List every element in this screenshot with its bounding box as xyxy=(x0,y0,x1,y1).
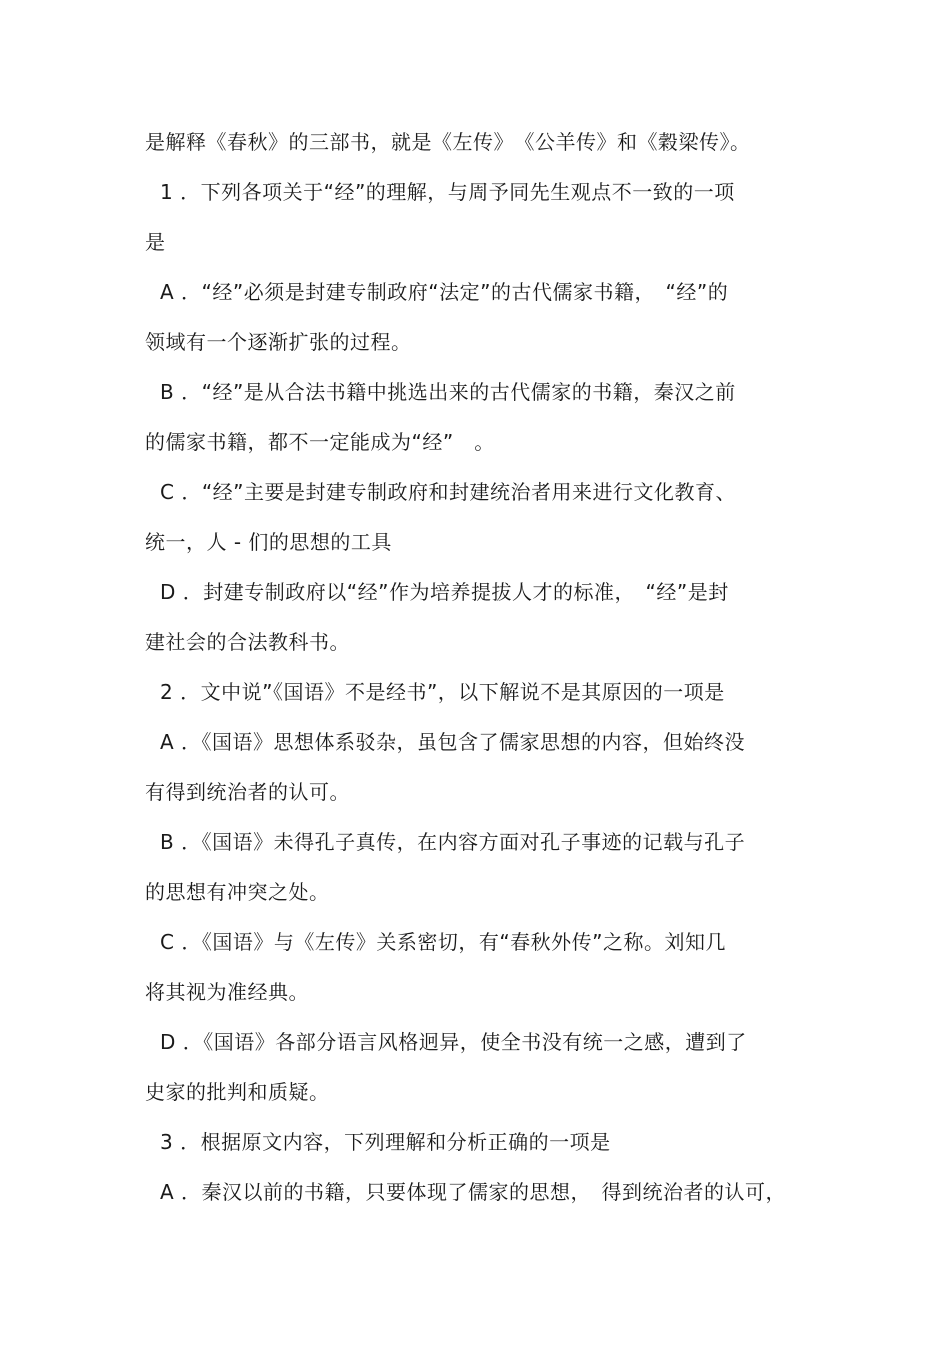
text-line: 建社会的合法教科书。 xyxy=(145,630,350,654)
question-2-option-d: D ．《国语》各部分语言风格迥异，使全书没有统一之感，遭到了 xyxy=(160,1030,747,1054)
question-1-option-d: D ．封建专制政府以“经”作为培养提拔人才的标准， “经”是封 xyxy=(160,580,729,604)
text-line: 统一，人 - 们的思想的工具 xyxy=(145,530,392,554)
text-line: 将其视为准经典。 xyxy=(145,980,309,1004)
text-line: 是解释《春秋》的三部书，就是《左传》 《公羊传》和《穀梁传》。 xyxy=(145,130,751,154)
text-line: 是 xyxy=(145,230,166,254)
question-1-option-a: A ．“经”必须是封建专制政府“法定”的古代儒家书籍， “经”的 xyxy=(160,280,729,304)
text-line: 领域有一个逐渐扩张的过程。 xyxy=(145,330,412,354)
text-line: 的儒家书籍，都不一定能成为“经” 。 xyxy=(145,430,495,454)
question-2-option-a: A ．《国语》思想体系驳杂，虽包含了儒家思想的内容，但始终没 xyxy=(160,730,746,754)
text-line: 有得到统治者的认可。 xyxy=(145,780,350,804)
question-2-stem: 2 ．文中说”《国语》不是经书”，以下解说不是其原因的一项是 xyxy=(160,680,725,704)
text-line: 史家的批判和质疑。 xyxy=(145,1080,330,1104)
question-1-option-c: C ．“经”主要是封建专制政府和封建统治者用来进行文化教育、 xyxy=(160,480,737,504)
question-2-option-c: C ．《国语》与《左传》关系密切，有“春秋外传”之称。刘知几 xyxy=(160,930,727,954)
text-line: 的思想有冲突之处。 xyxy=(145,880,330,904)
question-3-stem: 3 ．根据原文内容，下列理解和分析正确的一项是 xyxy=(160,1130,611,1154)
question-1-option-b: B ．“经”是从合法书籍中挑选出来的古代儒家的书籍，秦汉之前 xyxy=(160,380,736,404)
question-3-option-a: A ．秦汉以前的书籍，只要体现了儒家的思想， 得到统治者的认可， xyxy=(160,1180,787,1204)
question-1-stem: 1 ．下列各项关于“经”的理解，与周予同先生观点不一致的一项 xyxy=(160,180,735,204)
question-2-option-b: B ．《国语》未得孔子真传，在内容方面对孔子事迹的记载与孔子 xyxy=(160,830,746,854)
